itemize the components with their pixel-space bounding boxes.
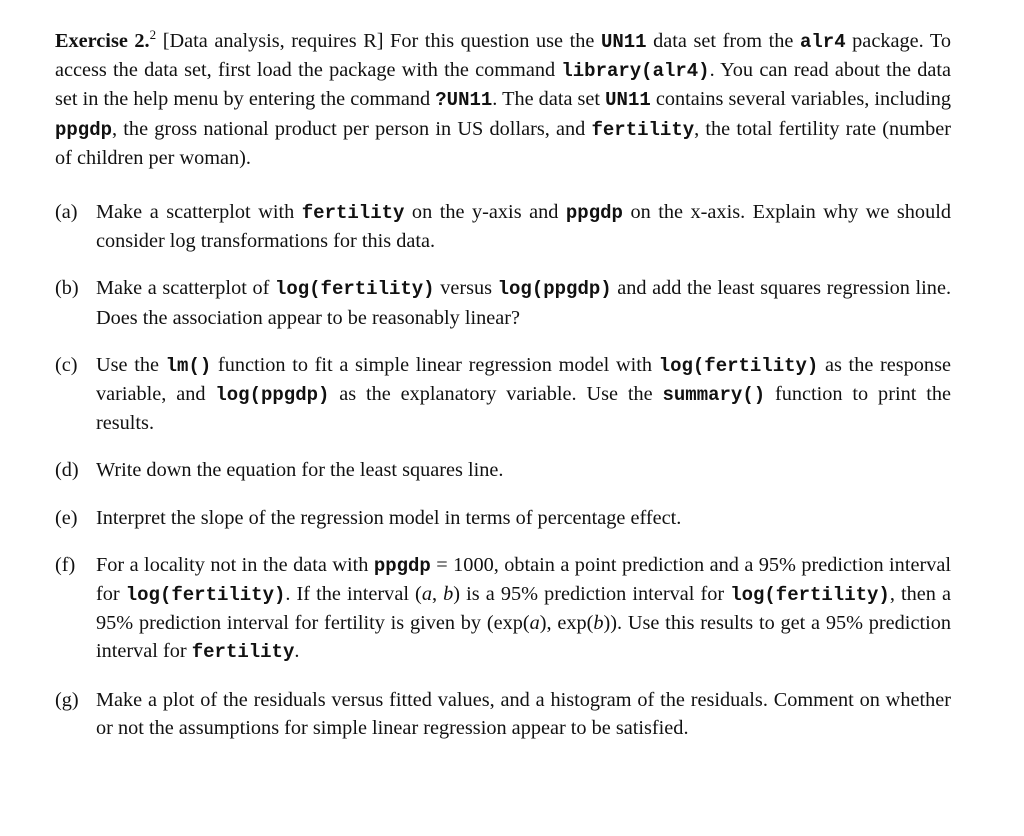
code-text: ?UN11 (435, 89, 493, 112)
part-text (96, 274, 951, 331)
text-segment: = 1000, obtain a point prediction and a 95% prediction interval for (96, 553, 951, 606)
text-segment: on the x-axis. Explain why we should consider log transformations for this data. (96, 201, 951, 253)
code-text: lm() (165, 354, 212, 377)
code-text: fertility (301, 202, 405, 225)
part-label: (d) (55, 459, 79, 482)
text-segment: , then a 95% prediction interval for fertility is given by (exp( (96, 583, 952, 635)
exercise-part (55, 351, 951, 438)
text-segment: data set from the (646, 30, 800, 52)
code-text: UN11 (600, 31, 647, 53)
text-segment: For a locality not in the data with (96, 553, 374, 576)
code-text: ppgdp (55, 118, 113, 141)
footnote-marker: 2 (149, 27, 157, 42)
code-text: log(fertility) (730, 584, 890, 607)
part-label: (b) (55, 277, 79, 300)
text-segment: b (593, 612, 604, 635)
text-segment: . The data set (492, 88, 606, 111)
text-segment: Use the (96, 353, 166, 376)
text-segment: Make a plot of the residuals versus fitted values, and a histogram of the residuals. Comment on whether or not the assumptions for simple linear regression appear to be satisfied. (96, 688, 951, 739)
code-text: library(alr4) (561, 60, 710, 83)
code-text: fertility (191, 641, 295, 664)
text-segment: function to print the results. (96, 383, 951, 435)
code-text: log(fertility) (658, 354, 819, 377)
text-segment: , (431, 583, 444, 606)
text-segment: ) is a 95% prediction interval for (453, 583, 731, 606)
code-text: log(fertility) (274, 278, 435, 301)
text-segment: package. To access the data set, first load the package with the command (55, 30, 951, 82)
text-segment: [Data analysis, requires R] For this question use the (156, 30, 601, 52)
exercise-part (55, 504, 951, 532)
part-label: (e) (55, 506, 78, 529)
part-text (96, 686, 951, 742)
text-segment: , the gross national product per person in US dollars, and (112, 117, 592, 140)
part-label: (c) (55, 353, 78, 376)
part-text (96, 456, 951, 484)
exercise-parts-list (55, 198, 951, 742)
text-segment: function to fit a simple linear regression model with (211, 353, 659, 376)
code-text: ppgdp (373, 554, 431, 577)
text-segment: )). Use this results to get a 95% prediction interval for (96, 612, 951, 663)
text-segment: ), exp( (539, 612, 594, 635)
text-segment: as the response variable, and (96, 353, 951, 406)
exercise-part (55, 551, 951, 667)
text-segment: . If the interval ( (285, 583, 422, 606)
text-segment: Make a scatterplot of (96, 277, 275, 300)
exercise-part (55, 456, 951, 484)
code-text: fertility (591, 118, 695, 141)
part-label: (f) (55, 553, 76, 576)
text-segment: . (294, 640, 300, 663)
text-segment: a (529, 612, 540, 635)
part-text (96, 198, 951, 255)
text-segment: Write down the equation for the least squares line. (96, 459, 504, 482)
text-segment: . You can read about the data set in the help menu by entering the command (55, 59, 951, 111)
text-segment: b (443, 583, 454, 606)
code-text: log(ppgdp) (497, 278, 612, 301)
code-text: log(fertility) (125, 584, 286, 607)
part-text (96, 551, 951, 667)
part-label: (a) (55, 201, 78, 224)
text-segment: Exercise 2. (55, 30, 150, 52)
text-segment: contains several variables, including (650, 88, 951, 111)
exercise-part (55, 274, 951, 331)
exercise-part (55, 198, 951, 255)
code-text: UN11 (605, 89, 651, 112)
exercise-intro (55, 27, 951, 172)
text-segment: , the total fertility rate (number of children per woman). (55, 117, 951, 169)
text-segment: versus (434, 277, 498, 300)
text-segment: a (421, 583, 432, 606)
code-text: alr4 (799, 31, 846, 53)
part-label: (g) (55, 688, 79, 711)
part-text (96, 351, 951, 438)
text-segment: as the explanatory variable. Use the (329, 383, 663, 406)
text-segment: Make a scatterplot with (96, 201, 302, 224)
exercise-part (55, 686, 951, 742)
text-segment: on the y-axis and (404, 201, 566, 224)
code-text: ppgdp (565, 202, 623, 225)
code-text: log(ppgdp) (215, 384, 330, 407)
text-segment: Interpret the slope of the regression model in terms of percentage effect. (96, 506, 682, 529)
part-text (96, 504, 951, 532)
exercise-document (55, 27, 951, 742)
code-text: summary() (662, 384, 766, 407)
text-segment: and add the least squares regression line. Does the association appear to be reasonably linear? (96, 277, 952, 329)
